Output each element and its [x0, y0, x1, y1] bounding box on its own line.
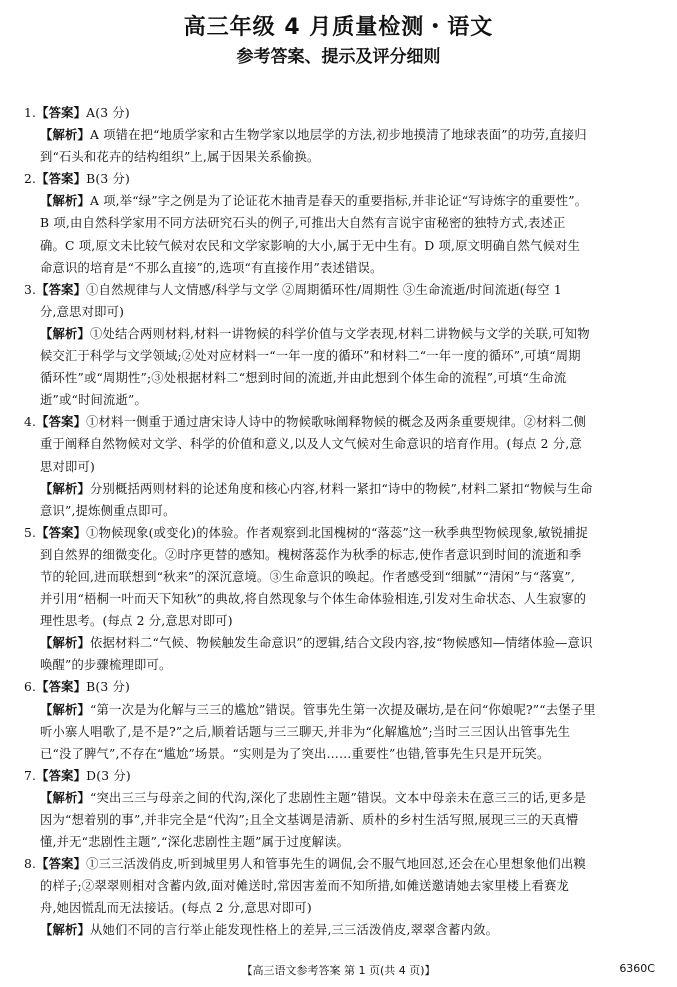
text-line: 唤醒”的步骤梳理即可。: [40, 658, 172, 673]
answer-tag: 【答案】: [36, 172, 87, 187]
text-line: 逝”或“时间流逝”。: [40, 393, 147, 408]
document-code: 6360C: [619, 962, 655, 975]
text-line: 并引用“梧桐一叶而天下知秋”的典故,将自然现象与个体生命体验相连,引发对生命状态、人生寂寥的: [40, 592, 587, 607]
text-line: 7.【答案】D(3 分): [24, 768, 131, 783]
answer-tag: 【答案】: [36, 415, 87, 430]
answer-tag: 【答案】: [36, 768, 87, 783]
text-line: 【解析】分别概括两则材料的论述角度和核心内容,材料一紧扣“诗中的物候”,材料二紧扣“物候与生命: [40, 481, 593, 496]
text-line: 候交汇于科学与文学领域;②处对应材料一“一年一度的循环”和材料二“一年一度的循环”,可填“周期: [40, 349, 581, 364]
text-line: 2.【答案】B(3 分): [24, 172, 131, 187]
text-line: 思对即可): [40, 459, 95, 474]
answer-content: [24, 102, 654, 942]
analysis-tag: 【解析】: [40, 128, 90, 143]
text-line: 分,意思对即可): [40, 304, 125, 319]
page-footer: 【高三语文参考答案 第 1 页(共 4 页)】: [241, 964, 436, 977]
text-line: 的样子;②翠翠则相对含蓄内敛,面对傩送时,常因害羞而不知所措,如傩送邀请她去家里楼上看赛龙: [40, 879, 570, 894]
answer-tag: 【答案】: [36, 525, 87, 540]
text-line: 【解析】A 项,举“绿”字之例是为了论证花木抽青是春天的重要指标,并非论证“写诗炼字的重要性”。: [40, 194, 588, 209]
text-line: 1.【答案】A(3 分): [24, 106, 130, 120]
text-line: 【解析】①处结合两则材料,材料一讲物候的科学价值与文学表现,材料二讲物候与文学的关联,可知物: [40, 326, 590, 341]
text-line: 【解析】从她们不同的言行举止能发现性格上的差异,三三活泼俏皮,翠翠含蓄内敛。: [40, 923, 499, 938]
text-line: 因为“想着别的事”,并非完全是“代沟”;且全文基调是清新、质朴的乡村生活写照,展现三三的天真懵: [40, 813, 579, 827]
text-line: 【解析】依据材料二“气候、物候触发生命意识”的逻辑,结合文段内容,按“物候感知—情绪体验—意识: [40, 636, 593, 651]
text-line: 8.【答案】①三三活泼俏皮,听到城里男人和管事先生的调侃,会不服气地回怼,还会在心里想象他们出糗: [24, 857, 586, 872]
analysis-tag: 【解析】: [40, 326, 90, 341]
analysis-tag: 【解析】: [40, 636, 90, 651]
text-line: 听小寨人唱歌了,是不是?”之后,顺着话题与三三聊天,并非为“化解尴尬”;当时三三因认出管事先生: [40, 724, 571, 739]
text-line: 【解析】“第一次是为化解与三三的尴尬”错误。管事先生第一次提及碾坊,是在问“你娘呢?”“去堡子里: [40, 702, 596, 717]
text-line: 【解析】A 项错在把“地质学家和古生物学家以地层学的方法,初步地摸清了地球表面”的功劳,直接归: [40, 128, 587, 143]
page-title: 高三年级 4 月质量检测・语文: [183, 15, 494, 40]
text-line: 舟,她因慌乱而无法接话。(每点 2 分,意思对即可): [40, 901, 312, 916]
text-line: 4.【答案】①材料一侧重于通过唐宋诗人诗中的物候歌咏阐释物候的概念及两条重要规律。②材料二侧: [24, 415, 587, 430]
answer-tag: 【答案】: [36, 282, 87, 297]
text-line: B 项,由自然科学家用不同方法研究石头的例子,可推出大自然有言说宇宙秘密的独特方式,表述正: [40, 216, 566, 231]
answer-tag: 【答案】: [36, 106, 87, 120]
text-line: 3.【答案】①自然规律与人文情感/科学与文学 ②周期循环性/周期性 ③生命流逝/时间流逝(每空 1: [24, 282, 562, 297]
text-line: 命意识的培育是“不那么直接”的,选项“有直接作用”表述错误。: [40, 260, 383, 275]
page-subtitle: 参考答案、提示及评分细则: [236, 47, 441, 67]
text-line: 已“没了脾气”,不存在“尴尬”场景。“实则是为了突出……重要性”也错,管事先生只是开玩笑。: [40, 746, 550, 761]
answer-tag: 【答案】: [36, 680, 87, 695]
analysis-tag: 【解析】: [40, 702, 90, 717]
text-line: 5.【答案】①物候现象(或变化)的体验。作者观察到北国槐树的“落蕊”这一秋季典型物候现象,敏锐捕捉: [24, 525, 589, 540]
text-line: 意识”,提炼侧重点即可。: [40, 503, 176, 518]
text-line: 理性思考。(每点 2 分,意思对即可): [40, 614, 233, 629]
text-line: 节的轮回,进而联想到“秋来”的深沉意境。③生命意识的唤起。作者感受到“细腻”“清闲”与“落寞”,: [40, 569, 575, 584]
text-line: 到自然界的细微变化。②时序更替的感知。槐树落蕊作为秋季的标志,使作者意识到时间的流逝和季: [40, 547, 582, 562]
text-line: 重于阐释自然物候对文学、科学的价值和意义,以及人文气候对生命意识的培育作用。(每点 2 分,意: [40, 437, 582, 452]
analysis-tag: 【解析】: [40, 923, 90, 938]
text-line: 6.【答案】B(3 分): [24, 680, 131, 695]
text-line: 懂,并无“悲剧性主题”,“深化悲剧性主题”属于过度解读。: [40, 835, 350, 850]
analysis-tag: 【解析】: [40, 790, 90, 805]
text-line: 【解析】“突出三三与母亲之间的代沟,深化了悲剧性主题”错误。文本中母亲未在意三三的话,更多是: [40, 790, 587, 805]
text-line: 确。C 项,原文未比较气候对农民和文学家影响的大小,属于无中生有。D 项,原文明确自然气候对生: [40, 238, 581, 253]
text-line: 循环性”或“周期性”;③处根据材料二“想到时间的流逝,并由此想到个体生命的流程”,可填“生命流: [40, 371, 567, 386]
analysis-tag: 【解析】: [40, 194, 90, 209]
answer-tag: 【答案】: [36, 857, 87, 872]
text-line: 到“石头和花卉的结构组织”上,属于因果关系偷换。: [40, 150, 320, 165]
analysis-tag: 【解析】: [40, 481, 90, 496]
